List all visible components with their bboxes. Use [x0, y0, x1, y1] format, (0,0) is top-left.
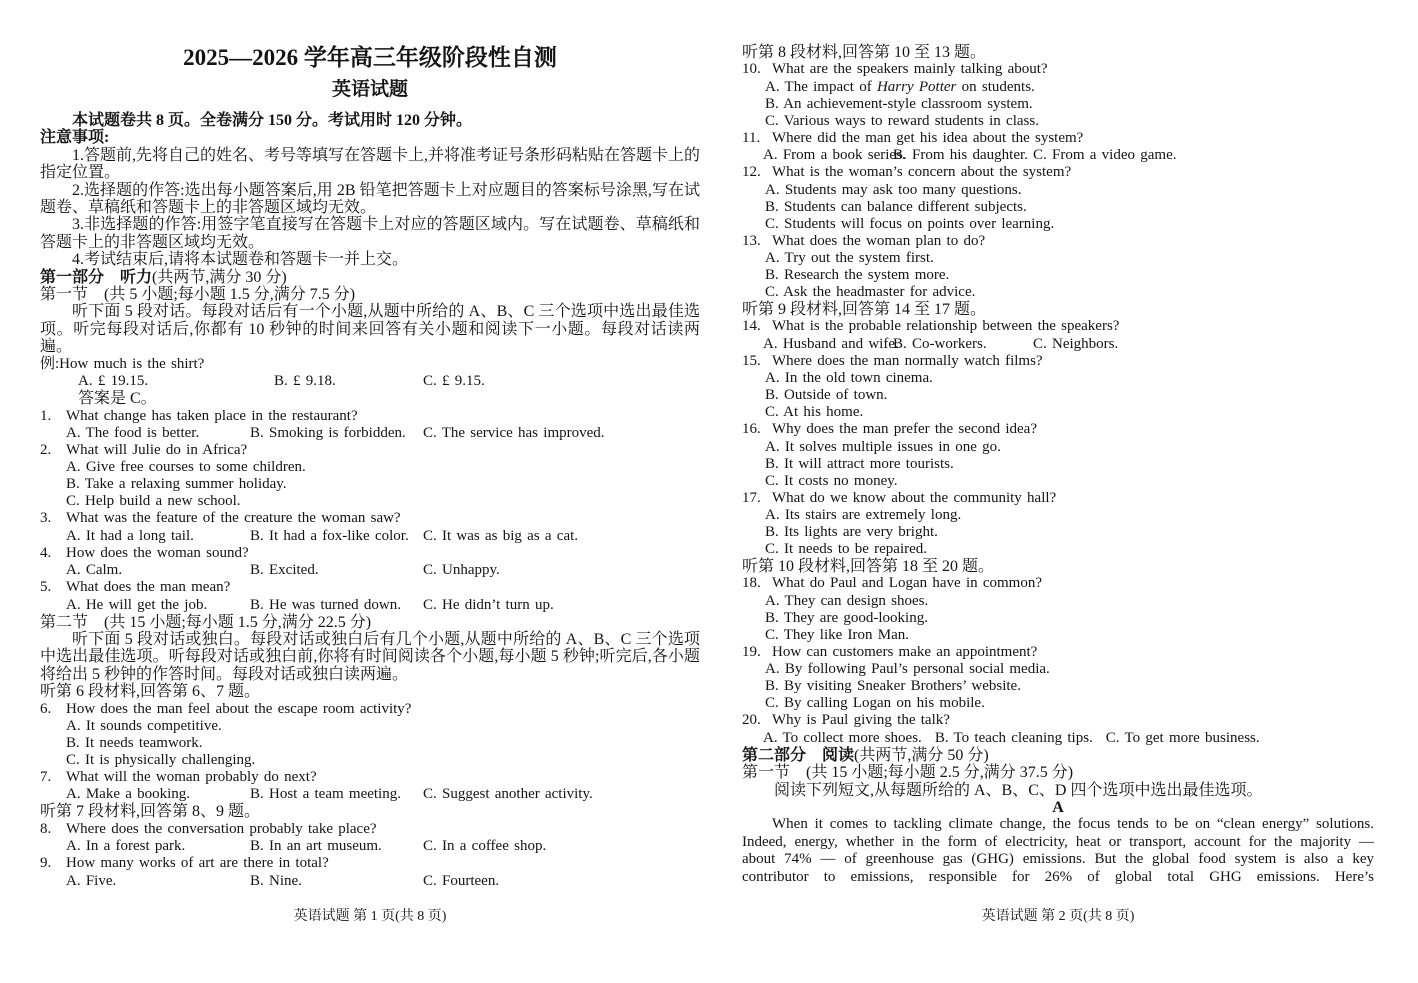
question-number: 2.: [40, 441, 52, 458]
question-text: Where does the man normally watch films?: [772, 352, 1043, 369]
option: A. Husband and wife.: [763, 335, 899, 352]
question-text: What do Paul and Logan have in common?: [772, 575, 1043, 592]
question-number: 15.: [742, 352, 761, 369]
option: B. By visiting Sneaker Brothers’ website.: [765, 678, 1021, 695]
example-block: [40, 356, 700, 408]
option: C. From a video game.: [1033, 147, 1177, 164]
option: B. Co-workers.: [893, 335, 987, 352]
exam-info: 本试题卷共 8 页。全卷满分 150 分。考试用时 120 分钟。: [72, 112, 473, 129]
option: B. Its lights are very bright.: [765, 524, 938, 541]
options: [742, 147, 1374, 164]
question-15: [742, 353, 1374, 421]
question-number: 9.: [40, 855, 52, 872]
question-9: [40, 855, 700, 889]
option: C. Neighbors.: [1033, 335, 1119, 352]
part1-heading: [40, 269, 700, 286]
question-number: 16.: [742, 421, 761, 438]
question-text: What was the feature of the creature the woman saw?: [66, 510, 401, 527]
question-number: 19.: [742, 643, 761, 660]
question-line: [40, 510, 700, 527]
option: A. They can design shoes.: [765, 592, 929, 609]
notice-item-3: 3.非选择题的作答:用签字笔直接写在答题卡上对应的答题区域内。写在试题卷、草稿纸和答题卡上的非答题区域均无效。: [40, 216, 700, 251]
option: C. By calling Logan on his mobile.: [765, 695, 985, 712]
page-2-question-list: [742, 44, 1374, 886]
question-text: What change has taken place in the restaurant?: [66, 407, 358, 424]
question-number: 3.: [40, 510, 52, 527]
options: [40, 425, 700, 442]
option: C. Unhappy.: [423, 562, 500, 579]
option: B. They are good-looking.: [765, 609, 928, 626]
question-18: [742, 575, 1374, 643]
option: A. Students may ask too many questions.: [765, 181, 1022, 198]
section1-instructions: 听下面 5 段对话。每段对话后有一个小题,从题中所给的 A、B、C 三个选项中选出最佳选项。听完每段对话后,你都有 10 秒钟的时间来回答有关小题和阅读下一小题。每段对话读两遍。: [40, 303, 700, 356]
option: B. In an art museum.: [250, 838, 382, 855]
options: [742, 79, 1374, 130]
option: A. To collect more shoes.: [763, 729, 922, 746]
example-option-a: A. £ 19.15.: [78, 373, 149, 390]
option: B. It will attract more tourists.: [765, 455, 954, 472]
question-text: What is the woman’s concern about the system?: [772, 164, 1072, 181]
options: [742, 730, 1374, 747]
notice-heading: 注意事项:: [40, 129, 110, 147]
option: A. Five.: [66, 872, 117, 889]
question-number: 1.: [40, 407, 52, 424]
question-line: [742, 421, 1374, 438]
material-line: 听第 10 段材料,回答第 18 至 20 题。: [742, 558, 995, 576]
question-text: Where did the man get his idea about the system?: [772, 129, 1084, 146]
question-12: [742, 164, 1374, 232]
example-question: 例:How much is the shirt?: [40, 355, 205, 372]
section1-heading: 第一节 (共 5 小题;每小题 1.5 分,满分 7.5 分): [40, 286, 356, 304]
part1-heading-rest: (共两节,满分 30 分): [152, 268, 287, 286]
options: [40, 718, 700, 769]
option: A. Calm.: [66, 562, 123, 579]
question-number: 10.: [742, 61, 761, 78]
option: C. At his home.: [765, 404, 864, 421]
option: B. An achievement-style classroom system.: [765, 95, 1033, 112]
question-text: Why is Paul giving the talk?: [772, 712, 950, 729]
question-8: [40, 821, 700, 855]
options: [40, 873, 700, 890]
page-2-footer: 英语试题 第 2 页(共 8 页): [981, 909, 1135, 924]
question-19: [742, 644, 1374, 712]
options: [742, 182, 1374, 233]
option: B. To teach cleaning tips.: [934, 729, 1093, 746]
question-line: [40, 701, 700, 718]
option: C. In a coffee shop.: [423, 838, 547, 855]
question-line: [742, 575, 1374, 592]
question-5: [40, 579, 700, 613]
question-line: [742, 318, 1374, 335]
example-options: [40, 373, 700, 390]
question-3: [40, 510, 700, 544]
exam-subtitle: 英语试题: [331, 79, 408, 100]
question-line: [40, 579, 700, 596]
options: [742, 250, 1374, 301]
question-7: [40, 769, 700, 803]
option: C. They like Iron Man.: [765, 626, 910, 643]
options: [40, 562, 700, 579]
question-text: How can customers make an appointment?: [772, 643, 1038, 660]
options: [742, 439, 1374, 490]
option: C. Suggest another activity.: [423, 786, 593, 803]
options: [40, 459, 700, 510]
question-line: [40, 545, 700, 562]
option: C. It is physically challenging.: [66, 751, 256, 768]
question-text: What do we know about the community hall?: [772, 489, 1057, 506]
options: [742, 661, 1374, 712]
question-number: 6.: [40, 700, 52, 717]
question-text: How does the man feel about the escape room activity?: [66, 700, 412, 717]
section-heading: 第一节 (共 15 小题;每小题 2.5 分,满分 37.5 分): [742, 764, 1074, 782]
option: C. Ask the headmaster for advice.: [765, 284, 976, 301]
material-line: 听第 7 段材料,回答第 8、9 题。: [40, 803, 261, 821]
options: [742, 593, 1374, 644]
material-line: 听第 6 段材料,回答第 6、7 题。: [40, 683, 261, 701]
passage-label: A: [1052, 798, 1064, 816]
question-number: 5.: [40, 579, 52, 596]
part-heading: [742, 747, 1374, 764]
question-20: [742, 712, 1374, 746]
question-number: 18.: [742, 575, 761, 592]
option: C. It needs to be repaired.: [765, 541, 928, 558]
options: [742, 336, 1374, 353]
question-line: [742, 490, 1374, 507]
notice-item-4: 4.考试结束后,请将本试题卷和答题卡一并上交。: [72, 251, 409, 269]
question-line: [742, 353, 1374, 370]
question-line: [742, 164, 1374, 181]
options: [40, 838, 700, 855]
question-line: [742, 644, 1374, 661]
option: A. The food is better.: [66, 424, 200, 441]
page-2: [742, 44, 1374, 886]
options: [40, 597, 700, 614]
option: A. Give free courses to some children.: [66, 459, 306, 476]
question-text: What will Julie do in Africa?: [66, 441, 248, 458]
question-1: [40, 408, 700, 442]
page-1: [40, 44, 700, 890]
question-text: What is the probable relationship between the speakers?: [772, 318, 1120, 335]
option: B. Excited.: [250, 562, 319, 579]
option: A. Try out the system first.: [765, 250, 934, 267]
example-option-b: B. £ 9.18.: [274, 373, 336, 390]
question-line: [40, 442, 700, 459]
question-2: [40, 442, 700, 510]
material-line: 听第 9 段材料,回答第 14 至 17 题。: [742, 301, 987, 319]
question-text: What will the woman probably do next?: [66, 768, 317, 785]
option: B. From his daughter.: [893, 147, 1028, 164]
notice-item-1: 1.答题前,先将自己的姓名、考号等填写在答题卡上,并将准考证号条形码粘贴在答题卡上的指定位置。: [40, 146, 701, 182]
question-number: 20.: [742, 712, 761, 729]
question-number: 13.: [742, 232, 761, 249]
question-text: How many works of art are there in total?: [66, 855, 329, 872]
question-17: [742, 490, 1374, 558]
question-text: What does the woman plan to do?: [772, 232, 986, 249]
option: B. Nine.: [250, 872, 302, 889]
question-6: [40, 701, 700, 769]
option: A. It sounds competitive.: [66, 717, 222, 734]
material-line: 听第 8 段材料,回答第 10 至 13 题。: [742, 44, 987, 61]
option: A. In the old town cinema.: [765, 370, 933, 387]
section-instructions: 阅读下列短文,从每题所给的 A、B、C、D 四个选项中选出最佳选项。: [774, 781, 1263, 799]
question-11: [742, 130, 1374, 164]
question-line: [742, 61, 1374, 78]
question-13: [742, 233, 1374, 301]
question-16: [742, 421, 1374, 489]
question-number: 8.: [40, 820, 52, 837]
question-4: [40, 545, 700, 579]
question-text: Why does the man prefer the second idea?: [772, 421, 1037, 438]
part-heading-bold: 第二部分 阅读: [742, 746, 855, 764]
option: A. It solves multiple issues in one go.: [765, 438, 1001, 455]
option: C. It was as big as a cat.: [423, 527, 579, 544]
section-heading: 第二节 (共 15 小题;每小题 1.5 分,满分 22.5 分): [40, 613, 372, 631]
question-14: [742, 318, 1374, 352]
italic-text: Harry Potter: [876, 78, 957, 95]
option: C. It costs no money.: [765, 472, 898, 489]
notice-item-2: 2.选择题的作答:选出每小题答案后,用 2B 铅笔把答题卡上对应题目的答案标号涂黑,写在试题卷、草稿纸和答题卡上的非答题区域均无效。: [40, 181, 700, 217]
option: C. Help build a new school.: [66, 493, 241, 510]
option: C. Students will focus on points over learning.: [765, 215, 1055, 232]
exam-title: 2025—2026 学年高三年级阶段性自测: [183, 45, 557, 70]
example-option-c: C. £ 9.15.: [423, 373, 485, 390]
option: A. He will get the job.: [66, 596, 208, 613]
options: [40, 528, 700, 545]
option: A. In a forest park.: [66, 838, 186, 855]
option: C. He didn’t turn up.: [423, 596, 554, 613]
part1-heading-bold: 第一部分 听力: [40, 268, 153, 286]
question-line: [742, 130, 1374, 147]
question-number: 11.: [742, 129, 761, 146]
option: B. He was turned down.: [250, 596, 401, 613]
option: C. The service has improved.: [423, 424, 605, 441]
option: A. From a book series.: [763, 147, 906, 164]
option: B. Host a team meeting.: [250, 786, 401, 803]
option: C. Various ways to reward students in class.: [765, 112, 1039, 129]
option: A. Make a booking.: [66, 786, 191, 803]
question-line: [742, 712, 1374, 729]
section-instructions: 听下面 5 段对话或独白。每段对话或独白后有几个小题,从题中所给的 A、B、C 三个选项中选出最佳选项。听每段对话或独白前,你将有时间阅读各个小题,每小题 5 秒钟;听完后,各小题将给出 5 秒钟的作答时间。每段对话或独白读两遍。: [40, 630, 700, 683]
page-1-question-list: [40, 408, 700, 890]
option: A. The impact of Harry Potter on students.: [765, 78, 1035, 95]
question-line: [40, 769, 700, 786]
question-number: 14.: [742, 318, 761, 335]
reading-passage: When it comes to tackling climate change, the focus tends to be on “clean energy” solutions. Indeed, energy, whether in the form of electricity, heat or transport, account for the majority — about 74% — of greenhouse gas (GHG) emissions. But the global food system is also a key contributor to emissions, responsible for 26% of global total GHG emissions. Here’s: [742, 816, 1374, 885]
question-text: What does the man mean?: [66, 579, 231, 596]
option: B. Students can balance different subjects.: [765, 198, 1027, 215]
question-line: [40, 821, 700, 838]
question-number: 7.: [40, 768, 52, 785]
option: B. It needs teamwork.: [66, 734, 203, 751]
option: A. By following Paul’s personal social media.: [765, 661, 1050, 678]
option: C. To get more business.: [1105, 729, 1260, 746]
option: C. Fourteen.: [423, 872, 500, 889]
example-answer: 答案是 C。: [78, 390, 157, 408]
question-number: 17.: [742, 489, 761, 506]
option: B. Take a relaxing summer holiday.: [66, 476, 287, 493]
question-text: Where does the conversation probably take place?: [66, 820, 377, 837]
question-number: 12.: [742, 164, 761, 181]
option: A. Its stairs are extremely long.: [765, 507, 962, 524]
question-text: How does the woman sound?: [66, 544, 249, 561]
page-1-footer: 英语试题 第 1 页(共 8 页): [293, 909, 447, 924]
question-10: [742, 61, 1374, 129]
option: B. Research the system more.: [765, 267, 950, 284]
options: [742, 370, 1374, 421]
option: B. Smoking is forbidden.: [250, 424, 406, 441]
question-number: 4.: [40, 544, 52, 561]
option: A. It had a long tail.: [66, 527, 194, 544]
question-text: What are the speakers mainly talking about?: [772, 61, 1048, 78]
question-line: [40, 855, 700, 872]
option: B. It had a fox-like color.: [250, 527, 409, 544]
part-heading-rest: (共两节,满分 50 分): [854, 746, 989, 764]
question-line: [40, 408, 700, 425]
option: B. Outside of town.: [765, 387, 888, 404]
options: [742, 507, 1374, 558]
options: [40, 786, 700, 803]
question-line: [742, 233, 1374, 250]
